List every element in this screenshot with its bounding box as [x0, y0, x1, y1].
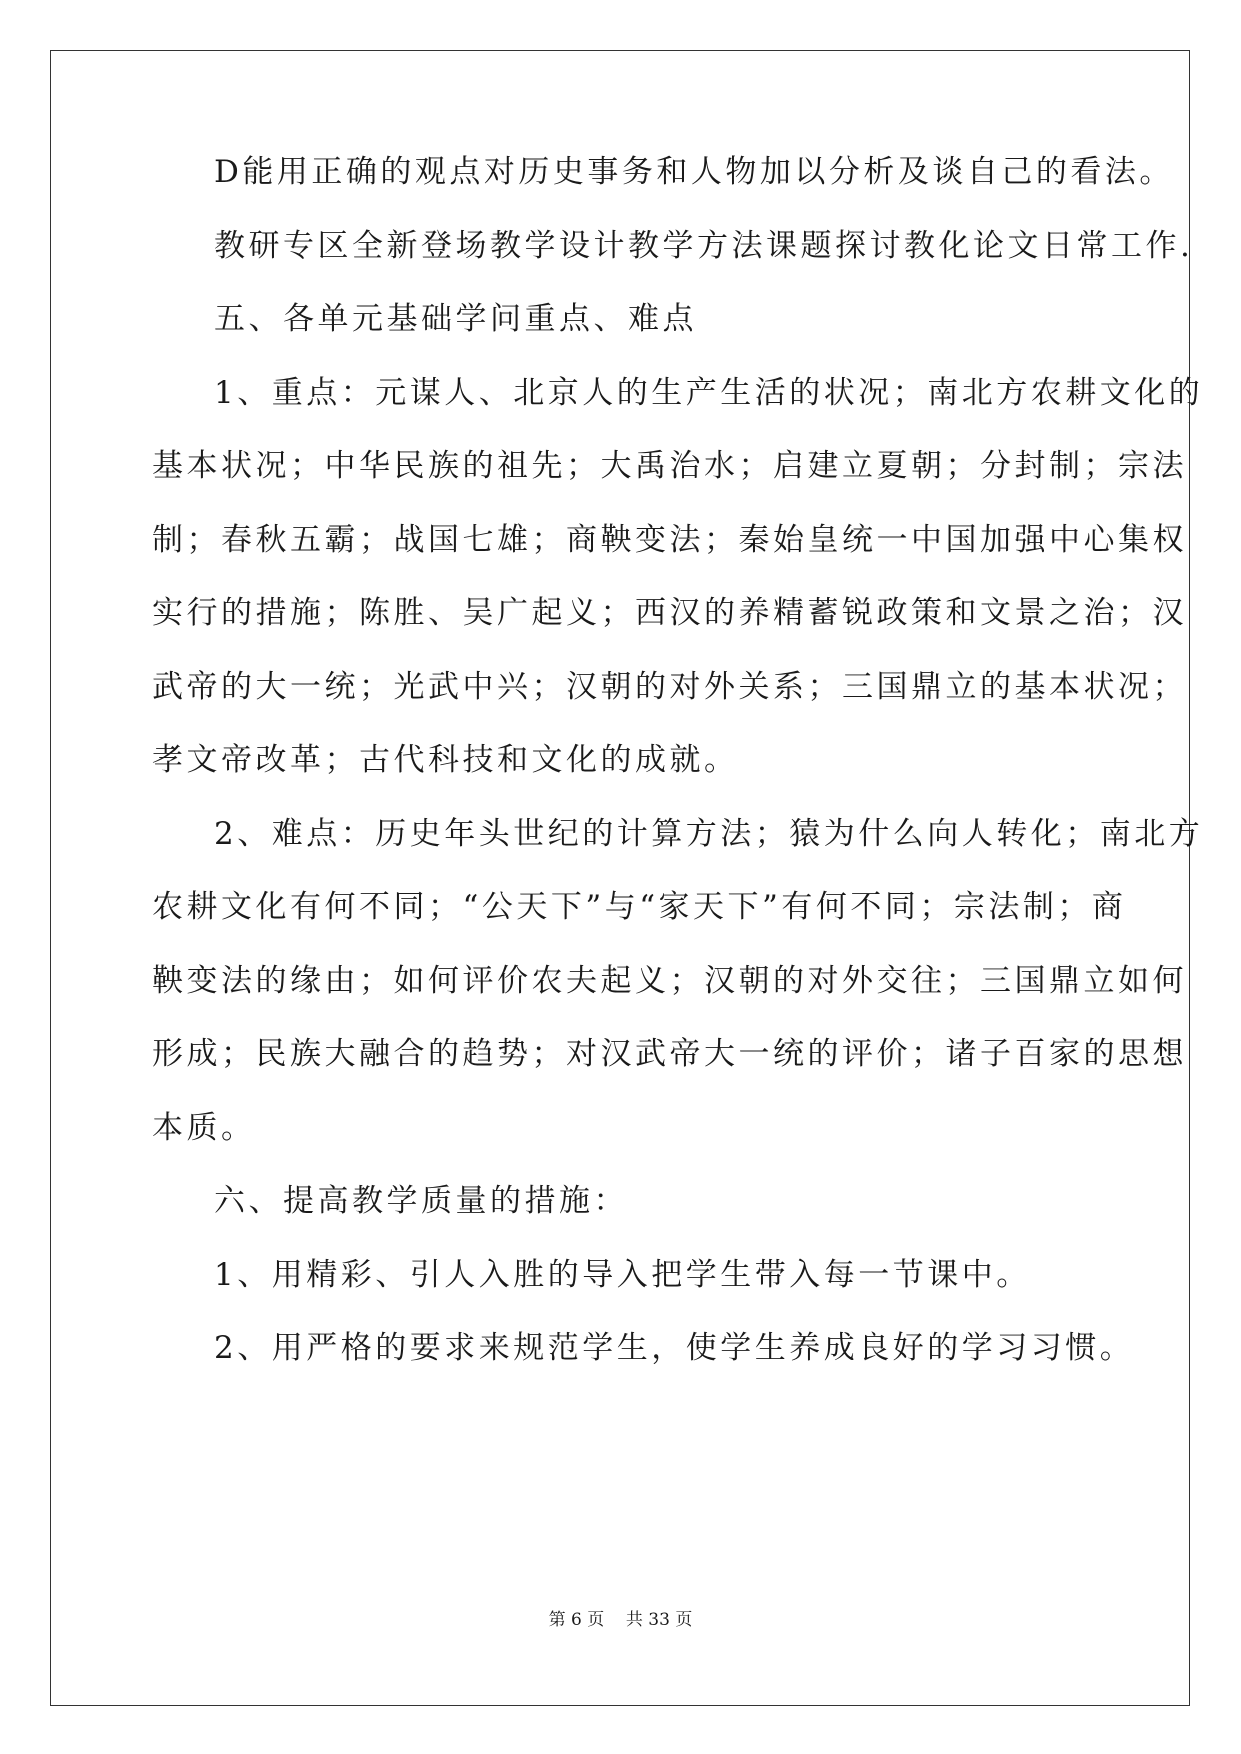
text-line: 农耕文化有何不同；“公天下”与“家天下”有何不同；宗法制；商	[152, 889, 1127, 925]
text-line: 基本状况；中华民族的祖先；大禹治水；启建立夏朝；分封制；宗法	[152, 448, 1187, 484]
text-line: 形成；民族大融合的趋势；对汉武帝大一统的评价；诸子百家的思想	[152, 1036, 1187, 1072]
section-heading: 五、各单元基础学问重点、难点	[214, 301, 697, 337]
text-line: 本质。	[152, 1110, 256, 1146]
text-line: 武帝的大一统；光武中兴；汉朝的对外关系；三国鼎立的基本状况；	[152, 669, 1187, 705]
section-heading: 六、提高教学质量的措施：	[214, 1183, 628, 1219]
text-line: 实行的措施；陈胜、吴广起义；西汉的养精蓄锐政策和文景之治；汉	[152, 595, 1187, 631]
text-line: 2、难点：历史年头世纪的计算方法；猿为什么向人转化；南北方	[214, 816, 1204, 852]
text-line: 孝文帝改革；古代科技和文化的成就。	[152, 742, 739, 778]
text-line: 2、用严格的要求来规范学生，使学生养成良好的学习习惯。	[214, 1330, 1135, 1366]
text-line: D能用正确的观点对历史事务和人物加以分析及谈自己的看法。	[214, 154, 1174, 190]
text-line: 教研专区全新登场教学设计教学方法课题探讨教化论文日常工作.	[214, 228, 1194, 264]
page-number: 第 6 页	[548, 1610, 605, 1630]
total-pages: 共 33 页	[625, 1610, 693, 1630]
text-line: 1、用精彩、引人入胜的导入把学生带入每一节课中。	[214, 1257, 1031, 1293]
text-line: 制；春秋五霸；战国七雄；商鞅变法；秦始皇统一中国加强中心集权	[152, 522, 1187, 558]
text-line: 鞅变法的缘由；如何评价农夫起义；汉朝的对外交往；三国鼎立如何	[152, 963, 1187, 999]
page-footer	[0, 1610, 1241, 1630]
text-line: 1、重点：元谋人、北京人的生产生活的状况；南北方农耕文化的	[214, 375, 1204, 411]
